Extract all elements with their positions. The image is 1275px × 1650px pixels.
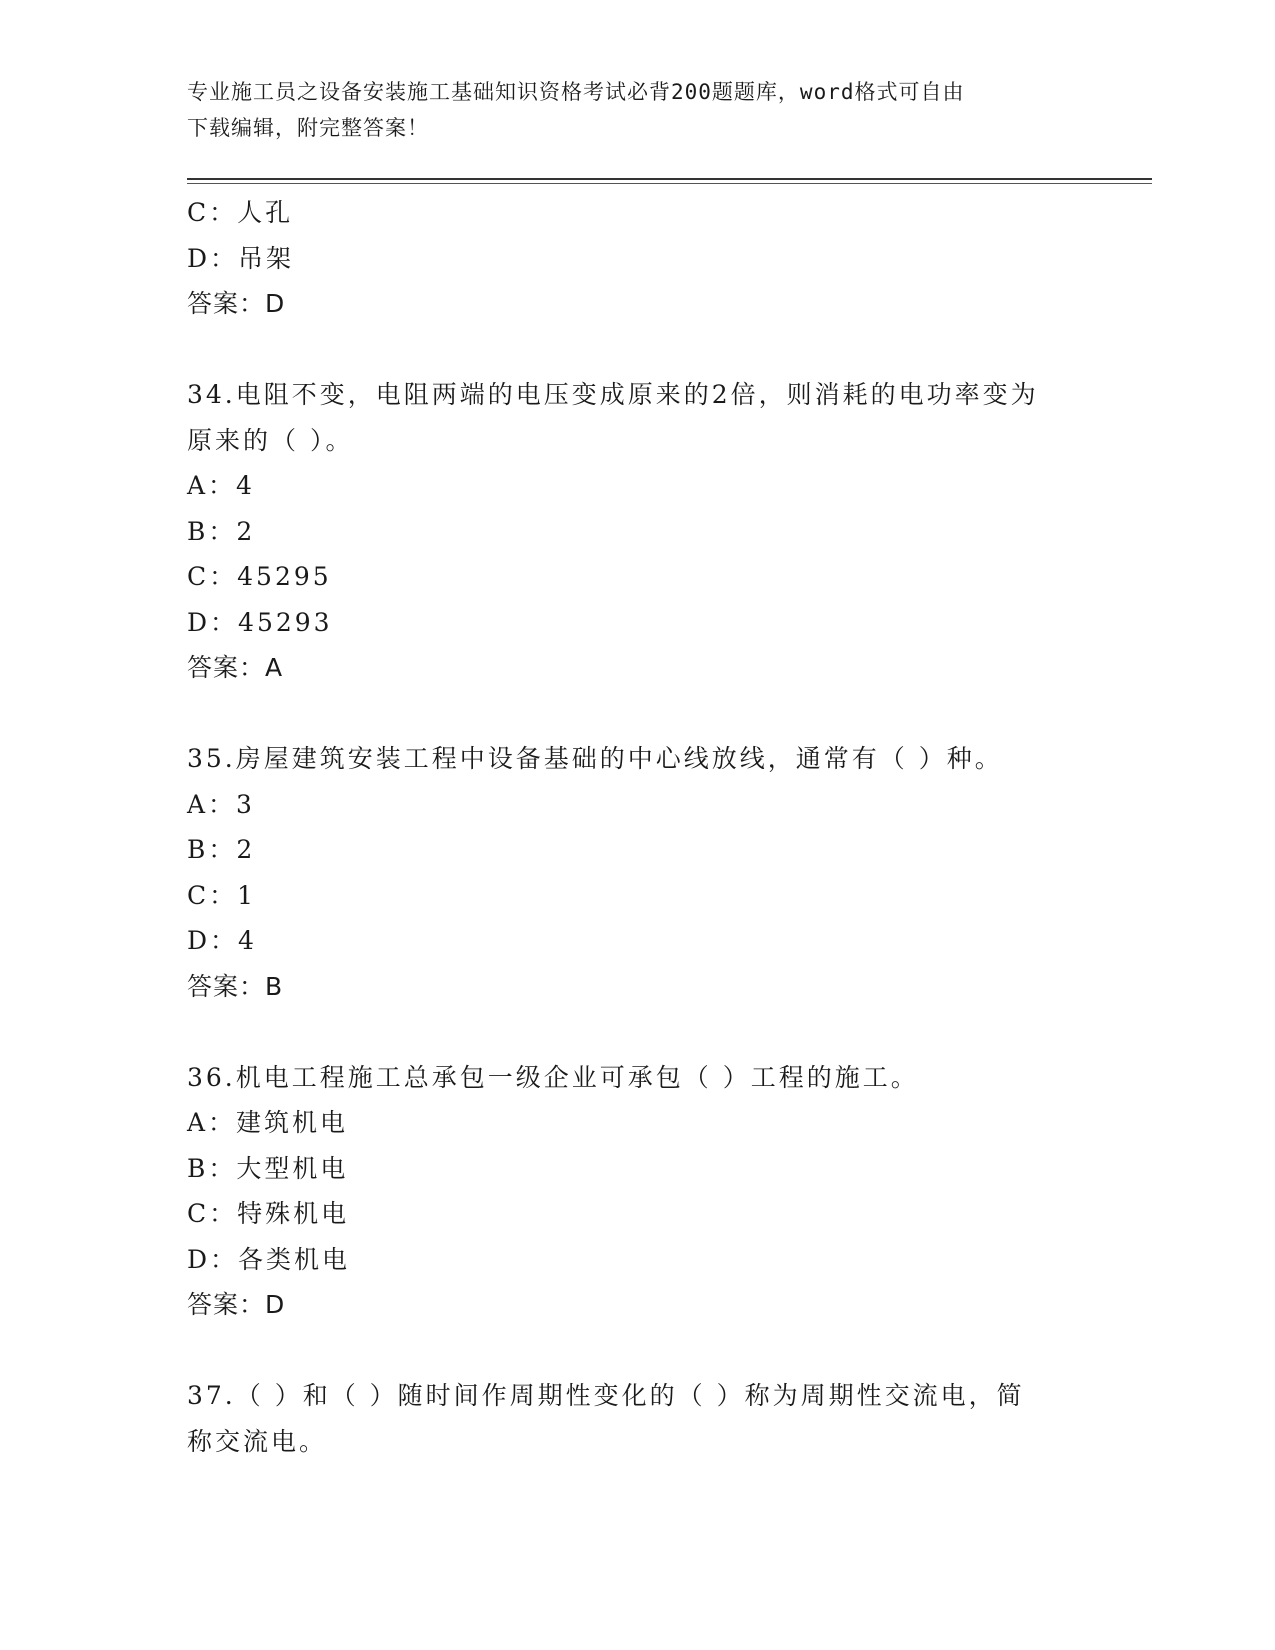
option-c: C：45295 bbox=[187, 562, 332, 591]
header-title-line-2: 下载编辑，附完整答案！ bbox=[187, 116, 429, 140]
option-a: A：3 bbox=[187, 789, 255, 819]
question-list bbox=[187, 190, 1147, 1464]
answer-line: 答案：A bbox=[187, 653, 284, 682]
option-c: C：人孔 bbox=[187, 198, 294, 227]
option-d: D：各类机电 bbox=[187, 1244, 351, 1274]
spacer bbox=[187, 691, 1147, 737]
spacer bbox=[187, 1328, 1147, 1374]
answer-line: 答案：D bbox=[187, 289, 286, 318]
question-stem: 36.机电工程施工总承包一级企业可承包（ ）工程的施工。 bbox=[187, 1062, 919, 1092]
question-34 bbox=[187, 372, 1147, 691]
question-37 bbox=[187, 1373, 1147, 1464]
answer-line: 答案：D bbox=[187, 1290, 286, 1319]
question-stem: 称交流电。 bbox=[187, 1426, 328, 1456]
header-title-line-1: 专业施工员之设备安装施工基础知识资格考试必背200题题库，word格式可自由 bbox=[187, 80, 965, 104]
question-stem: 34.电阻不变，电阻两端的电压变成原来的2倍，则消耗的电功率变为 bbox=[187, 380, 1039, 409]
question-stem: 37.（ ）和（ ）随时间作周期性变化的（ ）称为周期性交流电，简 bbox=[187, 1381, 1025, 1410]
option-b: B：2 bbox=[187, 516, 256, 546]
document-header bbox=[187, 74, 1087, 146]
option-c: C：特殊机电 bbox=[187, 1199, 350, 1228]
option-d: D：4 bbox=[187, 926, 257, 955]
option-b: B：大型机电 bbox=[187, 1153, 349, 1183]
question-36 bbox=[187, 1055, 1147, 1328]
option-c: C：1 bbox=[187, 880, 257, 910]
answer-line: 答案：B bbox=[187, 971, 284, 1001]
header-divider-thick bbox=[187, 178, 1152, 180]
option-b: B：2 bbox=[187, 835, 256, 864]
option-d: D：吊架 bbox=[187, 243, 295, 273]
spacer bbox=[187, 1009, 1147, 1055]
question-35 bbox=[187, 736, 1147, 1009]
option-d: D：45293 bbox=[187, 607, 333, 637]
header-divider-thin bbox=[187, 183, 1152, 184]
question-33-continuation bbox=[187, 190, 1147, 327]
spacer bbox=[187, 327, 1147, 373]
option-a: A：建筑机电 bbox=[187, 1108, 349, 1137]
option-a: A：4 bbox=[187, 471, 255, 500]
question-stem: 35.房屋建筑安装工程中设备基础的中心线放线，通常有（ ）种。 bbox=[187, 744, 1003, 773]
question-stem: 原来的（ ）。 bbox=[187, 425, 354, 455]
